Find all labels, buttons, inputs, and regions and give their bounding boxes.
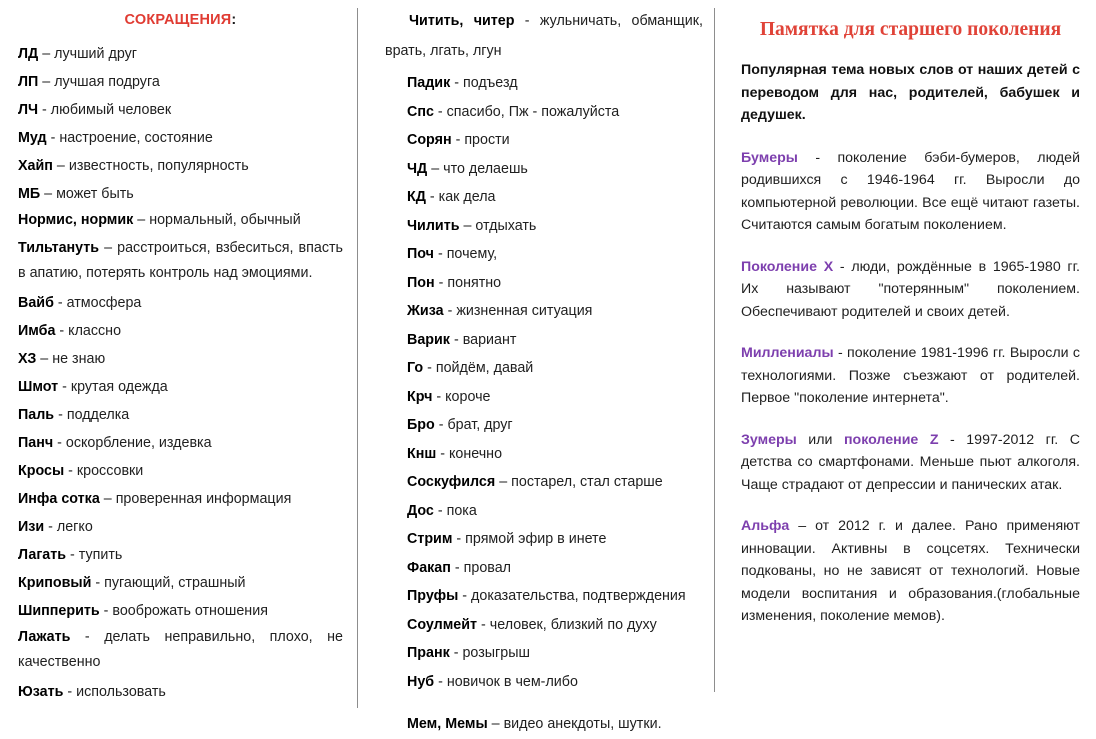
glossary-term: Варик	[407, 331, 450, 348]
glossary-dash: –	[133, 212, 150, 228]
generation-name: Миллениалы	[741, 345, 834, 361]
glossary-definition: вооброжать отношения	[112, 603, 268, 619]
glossary-term: Жиза	[407, 303, 444, 319]
generation-name-alt: поколение Z	[843, 431, 939, 448]
glossary-term: Хайп	[18, 158, 53, 174]
glossary-term: Панч	[18, 435, 54, 451]
glossary-dash: -	[91, 575, 105, 591]
glossary-entry	[18, 152, 343, 180]
glossary-entry	[385, 354, 703, 383]
generation-name: Бумеры	[741, 149, 798, 166]
glossary-entry	[385, 497, 703, 526]
glossary-dash: -	[449, 645, 463, 661]
glossary-term: Кросы	[18, 463, 65, 479]
memo-blocks	[741, 147, 1080, 628]
glossary-entry	[385, 69, 703, 98]
generation-name: Зумеры	[741, 431, 797, 448]
glossary-entry	[385, 668, 703, 697]
glossary-entry	[18, 678, 343, 706]
glossary-dash: -	[443, 303, 457, 319]
glossary-dash: -	[58, 379, 71, 395]
glossary-definition: прямой эфир в инете	[465, 531, 607, 547]
glossary-entry	[385, 269, 703, 298]
glossary-entry	[385, 411, 703, 440]
glossary-definition: легко	[56, 519, 93, 535]
slang-list	[385, 6, 703, 739]
glossary-definition: классно	[68, 323, 122, 339]
glossary-entry	[385, 326, 703, 355]
glossary-dash: –	[99, 491, 116, 507]
glossary-term: Стрим	[407, 531, 453, 547]
glossary-term: Шмот	[18, 379, 59, 395]
glossary-definition: прости	[464, 132, 510, 148]
memo-block	[741, 429, 1080, 497]
glossary-definition: кроссовки	[76, 463, 144, 479]
glossary-entry	[18, 513, 343, 541]
glossary-term: Лагать	[18, 547, 67, 563]
glossary-term: Кнш	[407, 445, 437, 462]
glossary-term: Изи	[18, 519, 45, 535]
glossary-term: ЛП	[18, 74, 39, 90]
glossary-dash: –	[40, 186, 57, 202]
glossary-definition: лучший друг	[54, 46, 137, 62]
glossary-entry	[385, 212, 703, 241]
glossary-dash: -	[46, 130, 60, 146]
glossary-definition: отдыхать	[475, 217, 537, 234]
abbreviations-heading-colon: :	[231, 12, 237, 28]
glossary-definition: спасибо, Пж - пожалуйста	[446, 103, 620, 120]
glossary-dash: -	[451, 132, 465, 148]
glossary-dash: –	[36, 351, 53, 367]
generation-name: Альфа	[741, 518, 790, 534]
glossary-entry	[385, 611, 703, 640]
glossary-dash: -	[434, 673, 447, 690]
abbreviations-heading-text: СОКРАЩЕНИЯ	[124, 12, 232, 28]
glossary-entry	[18, 180, 343, 208]
glossary-definition: пока	[446, 502, 477, 519]
glossary-dash: -	[433, 246, 447, 262]
glossary-entry	[18, 625, 343, 675]
glossary-dash: -	[452, 531, 466, 547]
glossary-dash: -	[477, 616, 490, 633]
glossary-definition: как дела	[438, 189, 496, 205]
glossary-entry	[18, 68, 343, 96]
glossary-entry	[18, 208, 343, 233]
abbreviations-list	[18, 40, 343, 706]
glossary-dash: -	[432, 388, 446, 405]
glossary-term: ЧД	[407, 160, 428, 177]
glossary-definition: почему,	[446, 246, 498, 262]
memo-dash: -	[938, 431, 967, 448]
glossary-dash: –	[495, 474, 512, 490]
glossary-entry	[385, 98, 703, 127]
memo-block	[741, 147, 1080, 237]
glossary-definition: известность, популярность	[68, 158, 249, 174]
glossary-entry	[18, 569, 343, 597]
glossary-definition: атмосфера	[66, 295, 142, 311]
glossary-term: КД	[407, 189, 426, 205]
glossary-entry	[18, 373, 343, 401]
generation-name-conjunction: или	[796, 431, 844, 448]
glossary-entry	[18, 124, 343, 152]
glossary-entry	[18, 40, 343, 68]
glossary-entry	[18, 289, 343, 317]
glossary-dash: -	[66, 547, 79, 563]
glossary-term: Нуб	[407, 673, 435, 690]
glossary-definition: тупить	[78, 547, 123, 563]
glossary-definition: крутая одежда	[70, 379, 168, 395]
memo-body: поколение 1981-1996 гг. Выросли с технологиями. Позже съезжают от родителей. Первое "поколение интернета".	[741, 345, 1081, 406]
memo-intro: Популярная тема новых слов от наших детей с переводом для нас, родителей, бабушек и дедушек.	[741, 62, 1080, 123]
glossary-definition: брат, друг	[447, 417, 513, 433]
memo-dash: –	[789, 518, 816, 534]
glossary-term: ХЗ	[18, 351, 37, 367]
glossary-term: Дос	[407, 502, 434, 519]
glossary-definition: нормальный, обычный	[149, 212, 301, 228]
glossary-definition: подделка	[66, 407, 130, 423]
glossary-definition: настроение, состояние	[59, 130, 213, 146]
glossary-term: Читить, читер	[409, 13, 515, 29]
glossary-term: Криповый	[18, 575, 92, 591]
glossary-entry	[385, 710, 703, 739]
glossary-dash: -	[44, 519, 57, 535]
glossary-definition: розыгрыш	[462, 645, 530, 661]
glossary-dash: -	[436, 445, 449, 462]
glossary-entry	[385, 440, 703, 469]
glossary-dash: –	[38, 46, 55, 62]
glossary-term: Пранк	[407, 645, 450, 661]
glossary-term: Го	[407, 360, 424, 376]
glossary-dash: -	[433, 502, 447, 519]
glossary-term: Пон	[407, 274, 435, 291]
glossary-entry	[385, 297, 703, 326]
glossary-definition: расстроиться, взбеситься, впасть в апатию, потерять контроль над эмоциями.	[18, 240, 343, 281]
glossary-entry	[385, 582, 703, 611]
memo-block	[741, 515, 1080, 628]
glossary-term: Падик	[407, 75, 451, 91]
memo-title: Памятка для старшего поколения	[759, 19, 1062, 40]
glossary-term: ЛД	[18, 46, 39, 62]
glossary-definition: короче	[445, 388, 491, 405]
memo-body: люди, рождённые в 1965-1980 гг. Их называют "потерянным" поколением. Обеспечивают родителей и своих детей.	[741, 258, 1080, 320]
glossary-dash: -	[514, 13, 540, 29]
glossary-term: ЛЧ	[18, 102, 39, 118]
glossary-dash: -	[70, 629, 105, 645]
glossary-entry	[385, 554, 703, 583]
glossary-term: Вайб	[18, 295, 54, 311]
glossary-definition: жульничать, обманщик, врать, лгать, лгун	[385, 13, 703, 59]
memo-body: поколение бэби-бумеров, людей родившихся с 1946-1964 гг. Выросли до компьютерной революции. Все ещё читают газеты. Считаются самым богатым поколением.	[741, 149, 1080, 233]
glossary-entry	[18, 345, 343, 373]
column-memo	[715, 0, 1096, 725]
glossary-term: Крч	[407, 388, 433, 405]
glossary-definition: человек, близкий по духу	[489, 616, 657, 633]
glossary-dash: -	[423, 360, 436, 376]
glossary-definition: не знаю	[52, 351, 106, 367]
glossary-definition: делать неправильно, плохо, не качественно	[18, 629, 343, 670]
glossary-dash: –	[52, 158, 69, 174]
glossary-term: Муд	[18, 130, 47, 146]
glossary-definition: новичок в чем-либо	[446, 673, 578, 690]
glossary-dash: -	[99, 603, 113, 619]
glossary-entry	[18, 485, 343, 513]
glossary-dash: -	[450, 75, 463, 91]
memo-body: от 2012 г. и далее. Рано применяют инновации. Активны в соцсетях. Технически подкованы, но не зависят от технологий. Новые модели воспитания и образования.(глобальные изменения, поколение мемов).	[741, 518, 1080, 624]
glossary-definition: конечно	[449, 445, 503, 462]
glossary-dash: -	[449, 331, 463, 348]
glossary-definition: понятно	[447, 274, 502, 291]
memo-block	[741, 342, 1080, 410]
glossary-definition: доказательства, подтверждения	[471, 588, 686, 604]
glossary-dash: -	[434, 417, 448, 433]
memo-dash: -	[833, 258, 852, 275]
glossary-term: Лажать	[18, 629, 71, 645]
glossary-dash: -	[64, 463, 77, 479]
glossary-dash: -	[458, 588, 472, 604]
glossary-dash: -	[450, 559, 464, 576]
glossary-term: Спс	[407, 103, 434, 120]
glossary-dash: -	[433, 103, 447, 120]
glossary-dash: -	[54, 407, 67, 423]
glossary-definition: пугающий, страшный	[104, 575, 246, 591]
glossary-dash: -	[63, 684, 77, 700]
glossary-entry	[385, 468, 703, 497]
glossary-dash: -	[425, 189, 439, 205]
glossary-entry	[18, 96, 343, 124]
glossary-term: Юзать	[18, 684, 64, 700]
glossary-entry	[18, 429, 343, 457]
glossary-definition: постарел, стал старше	[511, 474, 663, 490]
memo-block	[741, 256, 1080, 324]
glossary-term: Факап	[407, 559, 451, 576]
glossary-term: Соскуфился	[407, 474, 496, 490]
glossary-term: Мем, Мемы	[407, 716, 488, 732]
glossary-entry	[18, 597, 343, 625]
glossary-entry	[18, 317, 343, 345]
glossary-definition: использовать	[76, 684, 166, 700]
glossary-entry	[385, 126, 703, 155]
glossary-term: Соулмейт	[407, 616, 478, 633]
abbreviations-heading	[18, 12, 343, 28]
glossary-dash: -	[53, 435, 66, 451]
glossary-entry	[385, 383, 703, 412]
glossary-dash: -	[434, 274, 448, 291]
glossary-definition: видео анекдоты, шутки.	[503, 716, 662, 732]
glossary-term: Сорян	[407, 132, 452, 148]
glossary-term: Инфа сотка	[18, 491, 100, 507]
glossary-entry	[385, 525, 703, 554]
glossary-dash: –	[427, 160, 444, 177]
glossary-entry	[385, 639, 703, 668]
glossary-dash: –	[38, 74, 55, 90]
glossary-dash: -	[53, 295, 67, 311]
glossary-definition: проверенная информация	[115, 491, 292, 507]
glossary-definition: жизненная ситуация	[456, 303, 593, 319]
glossary-term: Бро	[407, 417, 435, 433]
glossary-term: Чилить	[407, 217, 460, 234]
generation-name: Поколение X	[741, 258, 834, 275]
glossary-definition: может быть	[56, 186, 134, 202]
glossary-definition: лучшая подруга	[54, 74, 160, 90]
column-abbreviations	[0, 0, 357, 725]
column-slang	[357, 0, 715, 732]
glossary-definition: что делаешь	[443, 160, 528, 177]
glossary-term: Паль	[18, 407, 55, 423]
glossary-term: Тильтануть	[18, 240, 100, 256]
glossary-term: Поч	[407, 246, 434, 262]
glossary-dash: –	[459, 217, 476, 234]
glossary-term: Имба	[18, 323, 56, 339]
glossary-entry	[18, 541, 343, 569]
glossary-entry	[18, 457, 343, 485]
glossary-term: Шипперить	[18, 603, 100, 619]
glossary-definition: любимый человек	[50, 102, 172, 118]
glossary-term: МБ	[18, 186, 41, 202]
glossary-entry	[385, 155, 703, 184]
memo-body: 1997-2012 гг. С детства со смартфонами. Меньше пьют алкоголя. Чаще страдают от депрессии и панических атак.	[741, 431, 1081, 493]
glossary-term: Нормис, нормик	[18, 212, 134, 228]
glossary-dash: -	[55, 323, 69, 339]
glossary-dash: –	[99, 240, 118, 256]
memo-dash: -	[797, 149, 838, 166]
glossary-term: Пруфы	[407, 588, 459, 604]
glossary-entry	[385, 183, 703, 212]
glossary-definition: подъезд	[462, 75, 518, 91]
glossary-entry	[385, 6, 703, 66]
glossary-definition: пойдём, давай	[435, 360, 534, 376]
glossary-dash: –	[487, 716, 504, 732]
memo-dash: -	[833, 345, 848, 361]
glossary-definition: оскорбление, издевка	[65, 435, 212, 451]
glossary-definition: вариант	[462, 331, 517, 348]
glossary-entry	[385, 240, 703, 269]
glossary-definition: провал	[463, 559, 511, 576]
glossary-entry	[18, 236, 343, 286]
glossary-entry	[18, 401, 343, 429]
glossary-dash: -	[38, 102, 51, 118]
